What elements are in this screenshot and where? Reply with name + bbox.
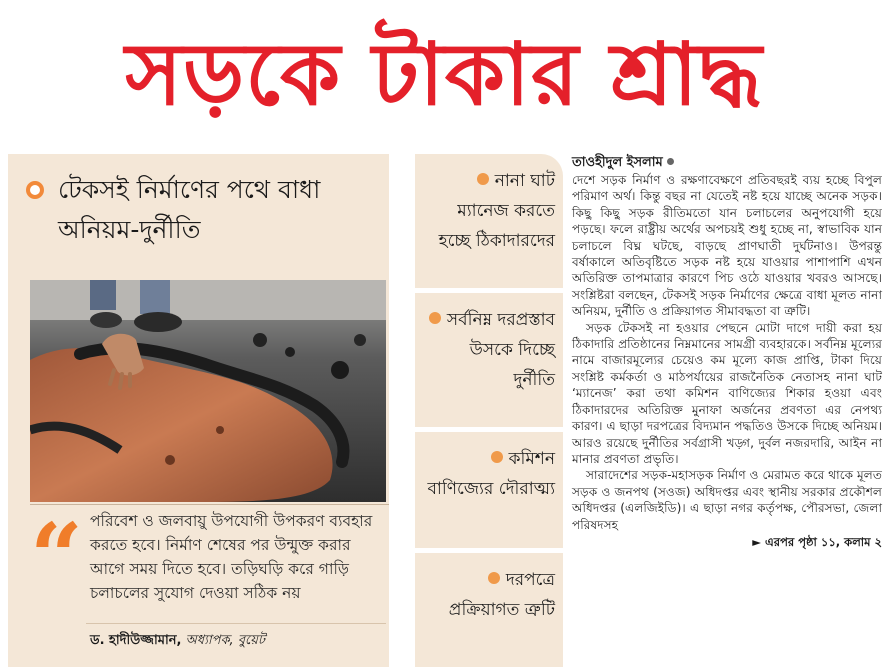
bullet-dot-icon (491, 451, 503, 463)
highlight-point (415, 293, 563, 427)
article-body (572, 154, 882, 667)
sub-headline (26, 170, 376, 250)
left-panel (8, 154, 389, 667)
attribution-name: ড. হাদীউজ্জামান, (90, 633, 182, 648)
highlight-points (415, 154, 563, 667)
byline (572, 154, 882, 172)
continued-link[interactable]: ► এরপর পৃষ্ঠা ১১, কলাম ২ (752, 534, 882, 549)
bullet-dot-icon (477, 173, 489, 185)
quote-mark-icon: “ (30, 503, 83, 611)
highlight-point (415, 553, 563, 667)
quote-divider (86, 623, 386, 624)
body-paragraph: সারাদেশের সড়ক-মহাসড়ক নির্মাণ ও মেরামত করে থাকে মূলত সড়ক ও জনপথ (সওজ) অধিদপ্তর এবং স্থানীয় সরকার প্রকৌশল অধিদপ্তর (এলজিইডি)। এ ছাড়া নগর কর্তৃপক্ষ, পৌরসভা, জেলা পরিষদসহ (572, 468, 882, 532)
bullet-dot-icon (488, 572, 500, 584)
body-paragraph: দেশে সড়ক নির্মাণ ও রক্ষণাবেক্ষণে প্রতিবছরই ব্যয় হচ্ছে বিপুল পরিমাণ অর্থ। কিন্তু বছর না যেতেই নষ্ট হয়ে যাচ্ছে অনেক সড়ক। কিছু কিছু সড়ক রীতিমতো যান চলাচলের অনুপযোগী হয়ে পড়ছে। ফলে রাষ্ট্রীয় অর্থের অপচয়ই শুধু হচ্ছে না, স্বাভাবিক যান চলাচলে বিঘ্ন ঘটছে, বাড়ছে প্রাণঘাতী দুর্ঘটনাও। উপরন্তু বর্ষাকালে অতিবৃষ্টিতে সড়ক নষ্ট হয়ে যাওয়ার পাশাপাশি এখন অতিরিক্ত তাপমাত্রার কারণে পিচ ওঠে যাওয়ার খবরও আসছে। সংশ্লিষ্টরা বলছেন, টেকসই সড়ক নির্মাণের ক্ষেত্রে বাধা মূলত নানা অনিয়ম, দুর্নীতি ও প্রক্রিয়াগত সীমাবদ্ধতা বা ত্রুটি। (572, 173, 882, 319)
highlight-point (415, 154, 563, 288)
sub-headline-text: টেকসই নির্মাণের পথে বাধা অনিয়ম-দুর্নীতি (58, 175, 321, 244)
headline: সড়কে টাকার শ্রাদ্ধ (125, 25, 763, 125)
highlight-point-text: কমিশন বাণিজ্যের দৌরাত্ম্য (427, 449, 555, 499)
highlight-point-text: দরপত্রে প্রক্রিয়াগত ত্রুটি (448, 570, 555, 620)
byline-name: তাওহীদুল ইসলাম (572, 155, 663, 170)
highlight-point-text: সর্বনিম্ন দরপ্রস্তাব উসকে দিচ্ছে দুর্নীতি (446, 310, 555, 390)
attribution-role: অধ্যাপক, বুয়েট (185, 633, 266, 648)
pull-quote (30, 504, 389, 667)
body-text (572, 172, 882, 533)
road-photo (30, 280, 386, 502)
ring-bullet-icon (26, 181, 44, 199)
highlight-point (415, 432, 563, 548)
bullet-dot-icon (429, 312, 441, 324)
body-paragraph: সড়ক টেকসই না হওয়ার পেছনে মোটা দাগে দায়ী করা হয় ঠিকাদারি প্রতিষ্ঠানের নিম্নমানের সামগ্রী ব্যবহারকে। সর্বনিম্ন মূল্যের নামে বাজারমূল্যের চেয়েও কম মূল্যে কাজ প্রাপ্তি, টাকা দিয়ে সংশ্লিষ্ট কর্মকর্তা ও মাঠপর্যায়ের রাজনৈতিক নেতাসহ নানা ঘাট ‘ম্যানেজ’ করা তথা কমিশন বাণিজ্যের শিকার হওয়া এবং ঠিকাদারদের অতিরিক্ত মুনাফা অর্জনের প্রবণতা এর নেপথ্য কারণ। এ ছাড়া দরপত্রের বিদ্যমান পদ্ধতিও উসকে দিচ্ছে অনিয়ম। আরও রয়েছে দুর্নীতির সর্বগ্রাসী খড়্গ, দুর্বল নজরদারি, আইন না মানার প্রবণতা প্রভৃতি। (572, 320, 882, 466)
highlight-point-text: নানা ঘাট ম্যানেজ করতে হচ্ছে ঠিকাদারদের (438, 171, 555, 251)
quote-text: পরিবেশ ও জলবায়ু উপযোগী উপকরণ ব্যবহার করতে হবে। নির্মাণ শেষের পর উন্মুক্ত করার আগে সময় দিতে হবে। তড়িঘড়ি করে গাড়ি চলাচলের সুযোগ দেওয়া সঠিক নয় (90, 512, 373, 602)
byline-dot-icon (667, 158, 674, 165)
quote-attribution (90, 631, 390, 651)
